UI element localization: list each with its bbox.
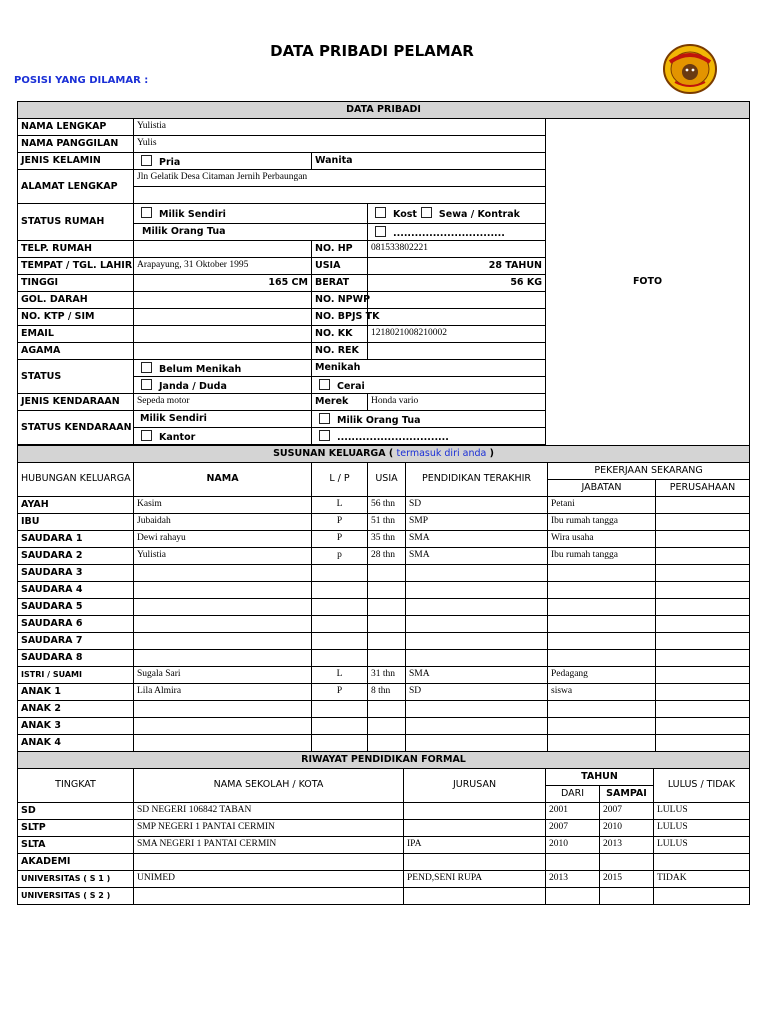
year-to[interactable]: [600, 853, 654, 870]
rumah-lainnya-option[interactable]: [368, 223, 546, 240]
family-age[interactable]: 8 thn: [368, 683, 406, 700]
section-keluarga: [18, 445, 750, 462]
family-education[interactable]: SMA: [406, 530, 548, 547]
col-perusahaan: PERUSAHAAN: [656, 479, 750, 496]
keluarga-title: SUSUNAN KELUARGA (: [273, 447, 394, 459]
year-from[interactable]: [546, 853, 600, 870]
gol-darah-field[interactable]: [134, 292, 312, 309]
family-gender[interactable]: [312, 734, 368, 751]
cerai-option[interactable]: [312, 377, 546, 394]
pendidikan-table: [17, 751, 750, 905]
nama-panggilan-field[interactable]: Yulis: [134, 136, 546, 153]
jenis-kendaraan-field[interactable]: Sepeda motor: [134, 394, 312, 411]
company-logo: [663, 44, 717, 94]
jenis-kendaraan-label: JENIS KENDARAAN: [18, 394, 134, 411]
dots-field: ...............................: [393, 227, 505, 239]
family-education[interactable]: SD: [406, 496, 548, 513]
kk-field[interactable]: 1218021008210002: [368, 326, 546, 343]
graduated-status[interactable]: [654, 853, 750, 870]
family-relation: ANAK 2: [18, 700, 134, 717]
family-relation: SAUDARA 5: [18, 598, 134, 615]
family-gender[interactable]: P: [312, 683, 368, 700]
family-gender[interactable]: [312, 598, 368, 615]
family-job[interactable]: [548, 700, 656, 717]
col-jurusan: JURUSAN: [404, 768, 546, 802]
ttl-label: TEMPAT / TGL. LAHIR: [18, 258, 134, 275]
family-gender[interactable]: P: [312, 530, 368, 547]
school-name[interactable]: [134, 887, 404, 904]
checkbox-icon[interactable]: [319, 413, 330, 424]
family-relation: SAUDARA 8: [18, 649, 134, 666]
family-name[interactable]: [134, 734, 312, 751]
education-level: SLTP: [18, 819, 134, 836]
year-from[interactable]: 2010: [546, 836, 600, 853]
keluarga-close: ): [489, 447, 494, 459]
checkbox-icon[interactable]: [141, 430, 152, 441]
usia-field[interactable]: 28 TAHUN: [368, 258, 546, 275]
belum-menikah-label: Belum Menikah: [159, 363, 242, 375]
family-company[interactable]: [656, 530, 750, 547]
nama-lengkap-field[interactable]: Yulistia: [134, 119, 546, 136]
education-level: AKADEMI: [18, 853, 134, 870]
alamat-field-line-2[interactable]: [134, 187, 546, 204]
family-gender[interactable]: [312, 700, 368, 717]
education-row: [18, 870, 750, 887]
family-job[interactable]: siswa: [548, 683, 656, 700]
education-row: [18, 887, 750, 904]
family-relation: ANAK 3: [18, 717, 134, 734]
family-company[interactable]: [656, 598, 750, 615]
family-job[interactable]: Wira usaha: [548, 530, 656, 547]
family-company[interactable]: [656, 615, 750, 632]
form-sheet: [17, 101, 749, 905]
usia-label: USIA: [312, 258, 368, 275]
family-education[interactable]: [406, 649, 548, 666]
menikah-option[interactable]: Menikah: [312, 360, 546, 377]
merek-label: Merek: [312, 394, 368, 411]
checkbox-icon[interactable]: [319, 379, 330, 390]
family-job[interactable]: [548, 717, 656, 734]
family-relation: ANAK 4: [18, 734, 134, 751]
education-level: UNIVERSITAS ( S 1 ): [18, 870, 134, 887]
education-major[interactable]: [404, 819, 546, 836]
education-row: [18, 819, 750, 836]
no-hp-label: NO. HP: [312, 241, 368, 258]
nama-panggilan-label: NAMA PANGGILAN: [18, 136, 134, 153]
family-company[interactable]: [656, 717, 750, 734]
family-row: [18, 615, 750, 632]
family-name[interactable]: Yulistia: [134, 547, 312, 564]
col-tingkat: TINGKAT: [18, 768, 134, 802]
family-age[interactable]: [368, 734, 406, 751]
checkbox-icon[interactable]: [375, 226, 386, 237]
family-relation: IBU: [18, 513, 134, 530]
education-major[interactable]: PEND,SENI RUPA: [404, 870, 546, 887]
merek-field[interactable]: Honda vario: [368, 394, 546, 411]
jenis-kelamin-label: JENIS KELAMIN: [18, 153, 134, 170]
col-sampai: SAMPAI: [600, 785, 654, 802]
family-row: [18, 666, 750, 683]
photo-box: FOTO: [546, 119, 750, 446]
col-hubungan: HUBUNGAN KELUARGA: [18, 462, 134, 496]
family-education[interactable]: [406, 598, 548, 615]
family-job[interactable]: [548, 615, 656, 632]
family-gender[interactable]: [312, 581, 368, 598]
family-education[interactable]: SMA: [406, 666, 548, 683]
col-nama: NAMA: [134, 462, 312, 496]
checkbox-icon[interactable]: [375, 207, 386, 218]
education-level: SD: [18, 802, 134, 819]
agama-field[interactable]: [134, 343, 312, 360]
family-company[interactable]: [656, 564, 750, 581]
family-education[interactable]: [406, 564, 548, 581]
kend-milik-sendiri-option[interactable]: Milik Sendiri: [134, 411, 312, 428]
janda-duda-label: Janda / Duda: [159, 380, 227, 392]
title-part-2: PRIBADI PELAMAR: [318, 42, 474, 60]
family-row: [18, 700, 750, 717]
family-age[interactable]: 28 thn: [368, 547, 406, 564]
family-name[interactable]: [134, 598, 312, 615]
family-education[interactable]: SD: [406, 683, 548, 700]
family-row: [18, 683, 750, 700]
family-row: [18, 530, 750, 547]
checkbox-icon[interactable]: [141, 379, 152, 390]
education-level: SLTA: [18, 836, 134, 853]
school-name[interactable]: UNIMED: [134, 870, 404, 887]
family-gender[interactable]: [312, 615, 368, 632]
kantor-option[interactable]: [134, 428, 312, 445]
sewa-label: Sewa / Kontrak: [438, 209, 520, 220]
education-row: [18, 802, 750, 819]
family-company[interactable]: [656, 666, 750, 683]
npwp-field[interactable]: [368, 292, 546, 309]
school-name[interactable]: SD NEGERI 106842 TABAN: [134, 802, 404, 819]
checkbox-icon[interactable]: [141, 362, 152, 373]
checkbox-icon[interactable]: [141, 155, 152, 166]
education-major[interactable]: IPA: [404, 836, 546, 853]
family-name[interactable]: Jubaidah: [134, 513, 312, 530]
col-pendidikan: PENDIDIKAN TERAKHIR: [406, 462, 548, 496]
milik-sendiri-option[interactable]: [134, 204, 368, 224]
kend-milik-orang-tua-label: Milik Orang Tua: [337, 414, 421, 426]
col-lulus: LULUS / TIDAK: [654, 768, 750, 802]
family-company[interactable]: [656, 513, 750, 530]
cerai-label: Cerai: [337, 380, 365, 392]
family-gender[interactable]: [312, 632, 368, 649]
year-to[interactable]: [600, 887, 654, 904]
family-company[interactable]: [656, 496, 750, 513]
kost-sewa-option[interactable]: [368, 204, 546, 224]
family-education[interactable]: [406, 581, 548, 598]
family-name[interactable]: [134, 700, 312, 717]
ktp-label: NO. KTP / SIM: [18, 309, 134, 326]
posisi-label: POSISI YANG DILAMAR :: [14, 75, 149, 86]
gol-darah-label: GOL. DARAH: [18, 292, 134, 309]
family-job[interactable]: Ibu rumah tangga: [548, 513, 656, 530]
family-name[interactable]: [134, 649, 312, 666]
family-gender[interactable]: L: [312, 666, 368, 683]
family-relation: SAUDARA 6: [18, 615, 134, 632]
family-age[interactable]: [368, 598, 406, 615]
family-age[interactable]: [368, 581, 406, 598]
family-name[interactable]: Kasim: [134, 496, 312, 513]
family-row: [18, 547, 750, 564]
page-title: [0, 42, 744, 60]
section-pendidikan: RIWAYAT PENDIDIKAN FORMAL: [18, 751, 750, 768]
col-usia: USIA: [368, 462, 406, 496]
kost-label: Kost: [393, 209, 417, 220]
status-label: STATUS: [18, 360, 134, 394]
graduated-status[interactable]: LULUS: [654, 836, 750, 853]
family-education[interactable]: [406, 734, 548, 751]
family-row: [18, 717, 750, 734]
family-age[interactable]: 31 thn: [368, 666, 406, 683]
nama-lengkap-label: NAMA LENGKAP: [18, 119, 134, 136]
year-to[interactable]: 2015: [600, 870, 654, 887]
family-relation: ANAK 1: [18, 683, 134, 700]
telp-rumah-field[interactable]: [134, 241, 312, 258]
family-relation: SAUDARA 2: [18, 547, 134, 564]
no-hp-field[interactable]: 081533802221: [368, 241, 546, 258]
graduated-status[interactable]: LULUS: [654, 819, 750, 836]
family-name[interactable]: [134, 717, 312, 734]
family-company[interactable]: [656, 547, 750, 564]
data-pribadi-table: [17, 101, 750, 446]
milik-orang-tua-option[interactable]: Milik Orang Tua: [134, 223, 368, 240]
family-job[interactable]: Pedagang: [548, 666, 656, 683]
checkbox-icon[interactable]: [319, 430, 330, 441]
tinggi-label: TINGGI: [18, 275, 134, 292]
year-to[interactable]: 2013: [600, 836, 654, 853]
email-label: EMAIL: [18, 326, 134, 343]
checkbox-icon[interactable]: [421, 207, 432, 218]
family-job[interactable]: [548, 734, 656, 751]
family-company[interactable]: [656, 683, 750, 700]
wanita-option[interactable]: Wanita: [312, 153, 546, 170]
bpjs-label: NO. BPJS TK: [312, 309, 368, 326]
family-education[interactable]: SMA: [406, 547, 548, 564]
education-major[interactable]: [404, 853, 546, 870]
bpjs-field[interactable]: [368, 309, 546, 326]
col-dari: DARI: [546, 785, 600, 802]
pria-label: Pria: [159, 156, 181, 168]
family-row: [18, 649, 750, 666]
family-education[interactable]: [406, 632, 548, 649]
family-education[interactable]: [406, 615, 548, 632]
belum-menikah-option[interactable]: [134, 360, 312, 377]
family-name[interactable]: [134, 564, 312, 581]
berat-label: BERAT: [312, 275, 368, 292]
ktp-field[interactable]: [134, 309, 312, 326]
family-name[interactable]: Sugala Sari: [134, 666, 312, 683]
kk-label: NO. KK: [312, 326, 368, 343]
col-tahun: TAHUN: [546, 768, 654, 785]
family-relation: SAUDARA 1: [18, 530, 134, 547]
tinggi-field[interactable]: 165 CM: [134, 275, 312, 292]
family-gender[interactable]: [312, 564, 368, 581]
year-to[interactable]: 2010: [600, 819, 654, 836]
dots-field: ...............................: [337, 431, 449, 443]
graduated-status[interactable]: TIDAK: [654, 870, 750, 887]
year-from[interactable]: 2001: [546, 802, 600, 819]
kantor-label: Kantor: [159, 431, 196, 443]
family-row: [18, 581, 750, 598]
family-job[interactable]: [548, 649, 656, 666]
section-data-pribadi: DATA PRIBADI: [18, 102, 750, 119]
family-gender[interactable]: [312, 717, 368, 734]
milik-sendiri-label: Milik Sendiri: [159, 209, 226, 220]
family-row: [18, 734, 750, 751]
education-level: UNIVERSITAS ( S 2 ): [18, 887, 134, 904]
education-major[interactable]: [404, 802, 546, 819]
school-name[interactable]: [134, 853, 404, 870]
family-gender[interactable]: [312, 649, 368, 666]
janda-duda-option[interactable]: [134, 377, 312, 394]
family-age[interactable]: [368, 564, 406, 581]
family-name[interactable]: [134, 615, 312, 632]
kend-milik-orang-tua-option[interactable]: [312, 411, 546, 428]
status-kendaraan-label: STATUS KENDARAAN: [18, 411, 134, 445]
agama-label: AGAMA: [18, 343, 134, 360]
family-relation: SAUDARA 4: [18, 581, 134, 598]
school-name[interactable]: SMA NEGERI 1 PANTAI CERMIN: [134, 836, 404, 853]
family-age[interactable]: 51 thn: [368, 513, 406, 530]
family-row: [18, 513, 750, 530]
family-gender[interactable]: L: [312, 496, 368, 513]
family-name[interactable]: Dewi rahayu: [134, 530, 312, 547]
family-job[interactable]: Petani: [548, 496, 656, 513]
family-company[interactable]: [656, 700, 750, 717]
alamat-label: ALAMAT LENGKAP: [18, 170, 134, 204]
graduated-status[interactable]: LULUS: [654, 802, 750, 819]
family-name[interactable]: [134, 581, 312, 598]
col-lp: L / P: [312, 462, 368, 496]
family-row: [18, 564, 750, 581]
npwp-label: NO. NPWP: [312, 292, 368, 309]
col-pekerjaan: PEKERJAAN SEKARANG: [548, 462, 750, 479]
keluarga-note: termasuk diri anda: [396, 447, 487, 459]
family-relation: SAUDARA 7: [18, 632, 134, 649]
telp-rumah-label: TELP. RUMAH: [18, 241, 134, 258]
school-name[interactable]: SMP NEGERI 1 PANTAI CERMIN: [134, 819, 404, 836]
family-relation: ISTRI / SUAMI: [18, 666, 134, 683]
family-job[interactable]: [548, 564, 656, 581]
year-from[interactable]: 2007: [546, 819, 600, 836]
family-company[interactable]: [656, 632, 750, 649]
ttl-field[interactable]: Arapayung, 31 Oktober 1995: [134, 258, 312, 275]
kend-lainnya-option[interactable]: [312, 428, 546, 445]
rek-field[interactable]: [368, 343, 546, 360]
family-education[interactable]: [406, 700, 548, 717]
family-company[interactable]: [656, 581, 750, 598]
family-job[interactable]: [548, 598, 656, 615]
title-part-1: DATA: [270, 42, 314, 60]
rek-label: NO. REK: [312, 343, 368, 360]
col-jabatan: JABATAN: [548, 479, 656, 496]
family-company[interactable]: [656, 734, 750, 751]
family-name[interactable]: Lila Almira: [134, 683, 312, 700]
family-job[interactable]: Ibu rumah tangga: [548, 547, 656, 564]
family-age[interactable]: [368, 700, 406, 717]
family-education[interactable]: [406, 717, 548, 734]
family-gender[interactable]: P: [312, 513, 368, 530]
family-row: [18, 598, 750, 615]
year-from[interactable]: [546, 887, 600, 904]
year-to[interactable]: 2007: [600, 802, 654, 819]
family-age[interactable]: 35 thn: [368, 530, 406, 547]
family-name[interactable]: [134, 632, 312, 649]
berat-field[interactable]: 56 KG: [368, 275, 546, 292]
family-age[interactable]: [368, 649, 406, 666]
graduated-status[interactable]: [654, 887, 750, 904]
family-age[interactable]: 56 thn: [368, 496, 406, 513]
family-job[interactable]: [548, 581, 656, 598]
education-row: [18, 853, 750, 870]
family-education[interactable]: SMP: [406, 513, 548, 530]
pria-option[interactable]: [134, 153, 312, 170]
education-major[interactable]: [404, 887, 546, 904]
col-sekolah: NAMA SEKOLAH / KOTA: [134, 768, 404, 802]
alamat-field[interactable]: Jln Gelatik Desa Citaman Jernih Perbaungan: [134, 170, 546, 187]
family-company[interactable]: [656, 649, 750, 666]
keluarga-table: [17, 445, 750, 752]
year-from[interactable]: 2013: [546, 870, 600, 887]
family-age[interactable]: [368, 717, 406, 734]
family-age[interactable]: [368, 632, 406, 649]
family-relation: AYAH: [18, 496, 134, 513]
email-field[interactable]: [134, 326, 312, 343]
family-gender[interactable]: p: [312, 547, 368, 564]
family-relation: SAUDARA 3: [18, 564, 134, 581]
family-row: [18, 496, 750, 513]
status-rumah-label: STATUS RUMAH: [18, 204, 134, 241]
family-job[interactable]: [548, 632, 656, 649]
family-row: [18, 632, 750, 649]
checkbox-icon[interactable]: [141, 207, 152, 218]
education-row: [18, 836, 750, 853]
family-age[interactable]: [368, 615, 406, 632]
